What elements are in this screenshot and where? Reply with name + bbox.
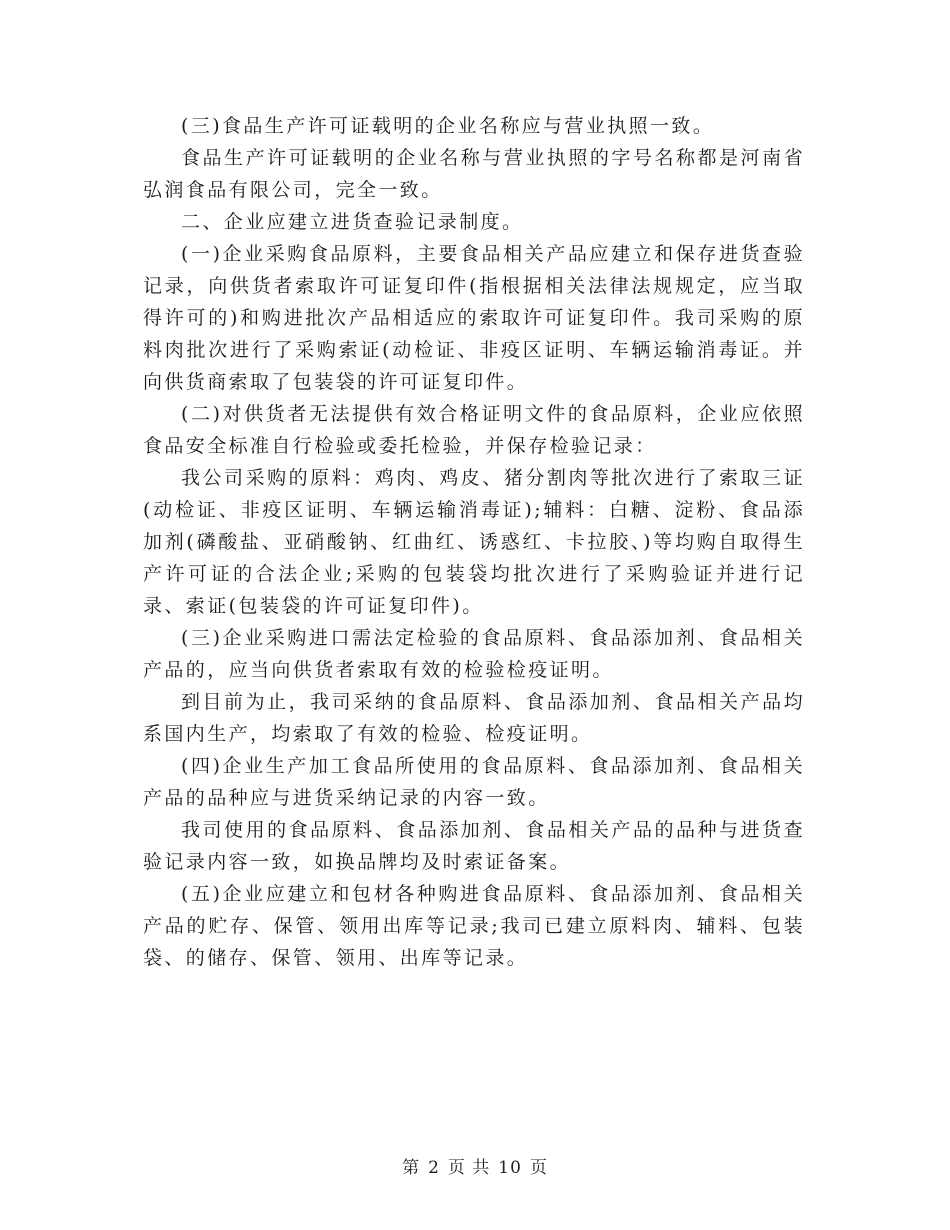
footer-suffix: 页 [529, 1158, 548, 1178]
paragraph-5: (二)对供货者无法提供有效合格证明文件的食品原料，企业应依照食品安全标准自行检验或委托检验，并保存检验记录： [143, 403, 805, 457]
footer-page-number: 2 [428, 1158, 440, 1178]
footer-prefix: 第 [402, 1158, 421, 1178]
paragraph-2: 食品生产许可证载明的企业名称与营业执照的字号名称都是河南省弘润食品有限公司，完全一致。 [143, 147, 805, 201]
page-footer [0, 1153, 950, 1178]
paragraph-4: (一)企业采购食品原料，主要食品相关产品应建立和保存进货查验记录，向供货者索取许可证复印件(指根据相关法律法规规定，应当取得许可的)和购进批次产品相适应的索取许可证复印件。我司采购的原料肉批次进行了采购索证(动检证、非疫区证明、车辆运输消毒证。并向供货商索取了包装袋的许可证复印件。 [143, 243, 805, 393]
paragraph-1: (三)食品生产许可证载明的企业名称应与营业执照一致。 [181, 115, 715, 137]
paragraph-3: 二、企业应建立进货查验记录制度。 [181, 211, 524, 233]
paragraph-11: (五)企业应建立和包材各种购进食品原料、食品添加剂、食品相关产品的贮存、保管、领用出库等记录;我司已建立原料肉、辅料、包装袋、的储存、保管、领用、出库等记录。 [143, 883, 805, 969]
paragraph-9: (四)企业生产加工食品所使用的食品原料、食品添加剂、食品相关产品的品种应与进货采纳记录的内容一致。 [143, 755, 805, 809]
footer-middle: 页 共 [447, 1158, 491, 1178]
paragraph-7: (三)企业采购进口需法定检验的食品原料、食品添加剂、食品相关产品的，应当向供货者索取有效的检验检疫证明。 [143, 627, 805, 681]
paragraph-10: 我司使用的食品原料、食品添加剂、食品相关产品的品种与进货查验记录内容一致，如换品牌均及时索证备案。 [143, 819, 805, 873]
paragraph-6: 我公司采购的原料：鸡肉、鸡皮、猪分割肉等批次进行了索取三证(动检证、非疫区证明、车辆运输消毒证);辅料：白糖、淀粉、食品添加剂(磷酸盐、亚硝酸钠、红曲红、诱惑红、卡拉胶、)等均购自取得生产许可证的合法企业;采购的包装袋均批次进行了采购验证并进行记录、索证(包装袋的许可证复印件)。 [143, 467, 805, 617]
footer-total-pages: 10 [498, 1158, 522, 1178]
document-body [143, 110, 805, 974]
paragraph-8: 到目前为止，我司采纳的食品原料、食品添加剂、食品相关产品均系国内生产，均索取了有效的检验、检疫证明。 [143, 691, 805, 745]
